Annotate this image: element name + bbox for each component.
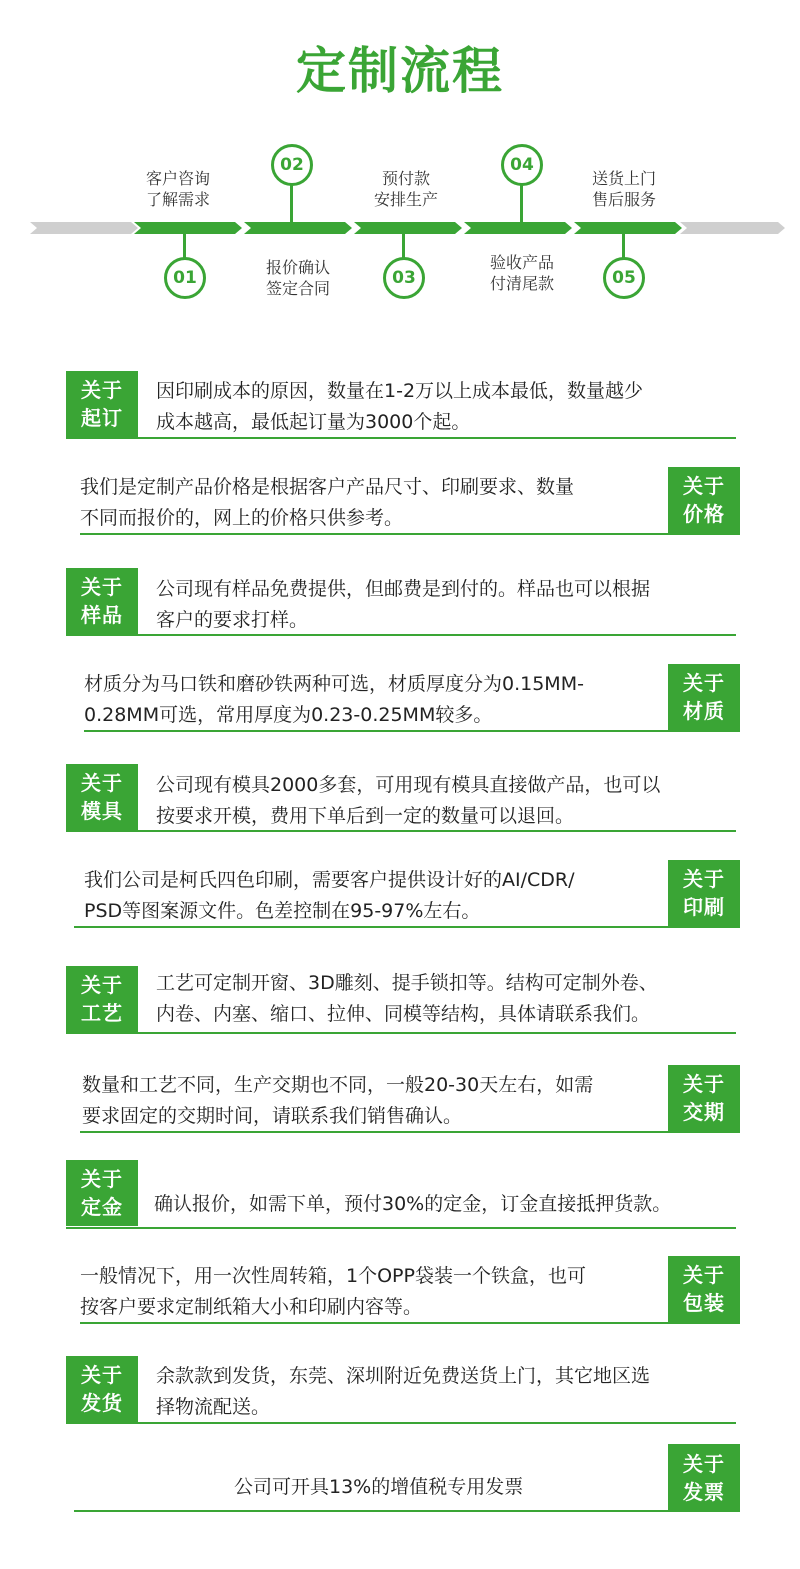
section-text: 我们是定制产品价格是根据客户产品尺寸、印刷要求、数量 不同而报价的，网上的价格只供参考。 [80,476,575,529]
step-number-badge: 05 [603,257,645,299]
timeline-stem [520,182,523,222]
step-description: 验收产品 付清尾款 [489,253,554,293]
section-tag: 关于 材质 [668,664,740,730]
timeline-track-end [680,222,785,234]
timeline-stem [622,233,625,258]
section-text: 公司现有样品免费提供，但邮费是到付的。样品也可以根据 客户的要求打样。 [156,578,651,631]
section-underline [66,1227,736,1229]
section-underline [66,830,736,832]
timeline-stem [402,233,405,258]
step-description: 客户咨询 了解需求 [145,169,210,209]
section-tag: 关于 定金 [66,1160,138,1226]
section-tag: 关于 模具 [66,764,138,830]
section-tag: 关于 发货 [66,1356,138,1422]
section-text: 工艺可定制开窗、3D雕刻、提手锁扣等。结构可定制外卷、 内卷、内塞、缩口、拉伸、同模等结构，具体请联系我们。 [156,972,658,1025]
section-underline [80,533,740,535]
step-description: 送货上门 售后服务 [591,169,656,209]
timeline-segment-3 [354,222,462,234]
step-description: 预付款 安排生产 [373,169,438,209]
section-tag: 关于 工艺 [66,966,138,1032]
step-description: 报价确认 签定合同 [265,258,330,298]
step-number-badge: 02 [271,144,313,186]
section-text: 一般情况下，用一次性周转箱，1个OPP袋装一个铁盒，也可 按客户要求定制纸箱大小和印刷内容等。 [80,1265,586,1318]
section-underline [66,634,736,636]
section-underline [84,730,740,732]
section-text: 我们公司是柯氏四色印刷，需要客户提供设计好的AI/CDR/ PSD等图案源文件。色差控制在95-97%左右。 [84,869,575,922]
section-underline [74,926,740,928]
section-text: 因印刷成本的原因，数量在1-2万以上成本最低，数量越少 成本越高，最低起订量为3000个起。 [156,380,644,433]
section-underline [80,1131,740,1133]
section-underline [66,437,736,439]
section-tag: 关于 包装 [668,1256,740,1322]
section-text: 确认报价，如需下单，预付30%的定金，订金直接抵押货款。 [154,1193,672,1215]
step-number-badge: 04 [501,144,543,186]
section-underline [74,1510,740,1512]
section-text: 公司可开具13%的增值税专用发票 [234,1476,524,1498]
section-text: 公司现有模具2000多套，可用现有模具直接做产品，也可以 按要求开模，费用下单后到一定的数量可以退回。 [156,774,661,827]
page-title: 定制流程 [296,42,504,100]
timeline-segment-1 [134,222,242,234]
step-number-badge: 01 [164,257,206,299]
section-tag: 关于 印刷 [668,860,740,926]
section-underline [80,1322,740,1324]
section-text: 余款款到发货，东莞、深圳附近免费送货上门，其它地区选 择物流配送。 [156,1365,651,1418]
timeline-stem [183,233,186,258]
timeline-track-start [30,222,138,234]
timeline-segment-2 [244,222,352,234]
timeline-segment-5 [574,222,682,234]
step-number-badge: 03 [383,257,425,299]
section-text: 材质分为马口铁和磨砂铁两种可选，材质厚度分为0.15MM- 0.28MM可选，常用厚度为0.23-0.25MM较多。 [84,673,584,726]
section-underline [66,1422,736,1424]
section-underline [66,1032,736,1034]
section-text: 数量和工艺不同，生产交期也不同，一般20-30天左右，如需 要求固定的交期时间，请联系我们销售确认。 [82,1074,594,1127]
timeline-stem [290,182,293,222]
section-tag: 关于 样品 [66,568,138,634]
section-tag: 关于 价格 [668,467,740,533]
section-tag: 关于 交期 [668,1065,740,1131]
section-tag: 关于 发票 [668,1444,740,1512]
section-tag: 关于 起订 [66,371,138,437]
timeline-segment-4 [464,222,572,234]
